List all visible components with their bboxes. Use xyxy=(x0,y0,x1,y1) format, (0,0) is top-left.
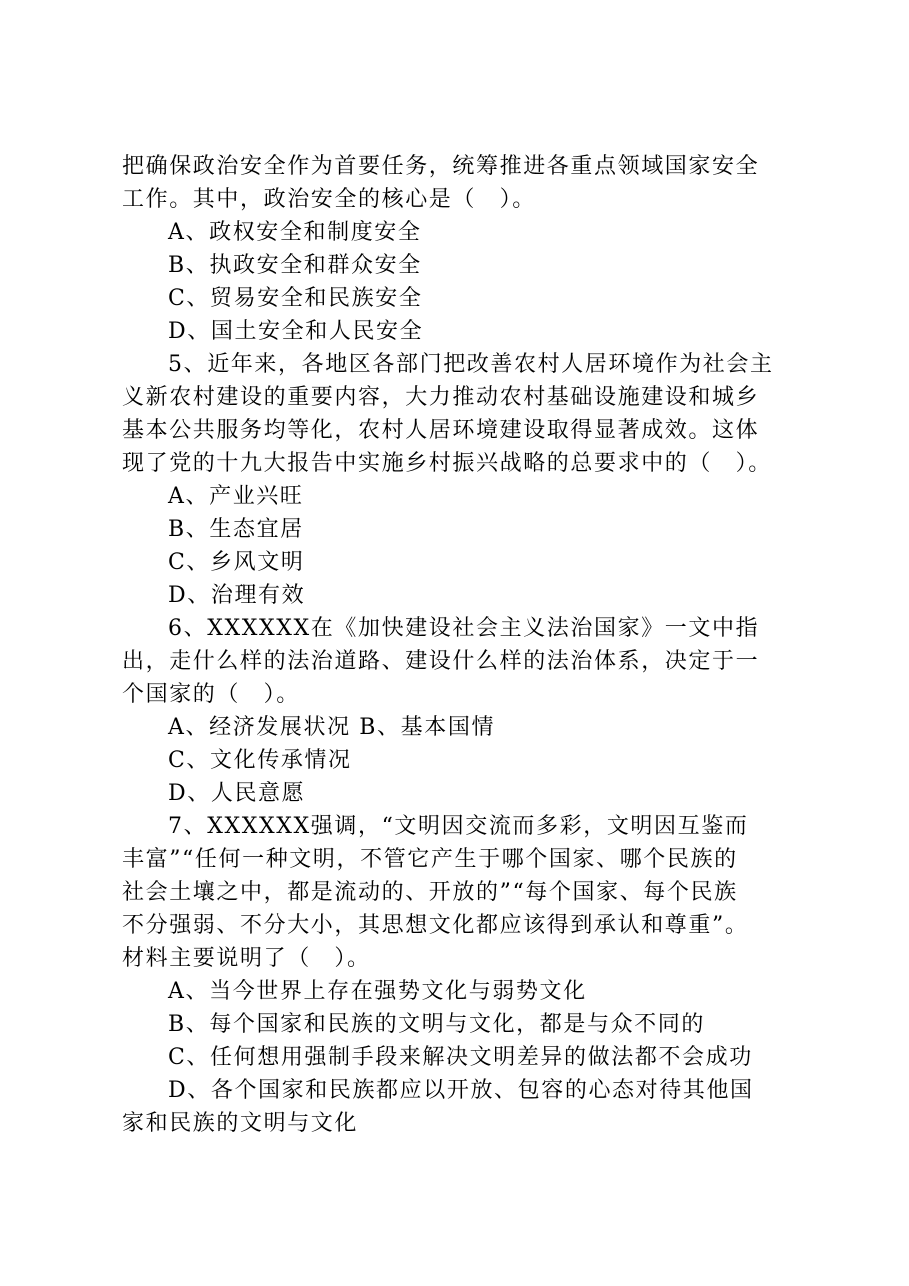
question-text-block xyxy=(122,150,802,1140)
q4-opt-d: D、国土安全和人民安全 xyxy=(168,319,424,344)
q6-opt-ab: A、经济发展状况 B、基本国情 xyxy=(168,715,496,740)
q7-stem-l1: 7、XXXXXX强调，“文明因交流而多彩，文明因互鉴而 xyxy=(168,814,749,839)
q5-opt-c: C、乡风文明 xyxy=(168,550,305,575)
q7-stem-l3: 社会土壤之中，都是流动的、开放的”“每个国家、每个民族 xyxy=(122,880,738,905)
q7-opt-a: A、当今世界上存在强势文化与弱势文化 xyxy=(168,979,587,1004)
q4-opt-a: A、政权安全和制度安全 xyxy=(168,220,422,245)
q6-stem-l1: 6、XXXXXX在《加快建设社会主义法治国家》一文中指 xyxy=(168,616,760,641)
q6-stem-l3: 个国家的（ ）。 xyxy=(122,682,300,707)
q5-opt-b: B、生态宜居 xyxy=(168,517,304,542)
q4-stem-l1: 把确保政治安全作为首要任务，统筹推进各重点领域国家安全 xyxy=(122,154,760,179)
q6-opt-c: C、文化传承情况 xyxy=(168,748,352,773)
q7-stem-l2: 丰富”“任何一种文明，不管它产生于哪个国家、哪个民族的 xyxy=(122,847,738,872)
q7-opt-b: B、每个国家和民族的文明与文化，都是与众不同的 xyxy=(168,1012,705,1037)
q4-opt-c: C、贸易安全和民族安全 xyxy=(168,286,423,311)
q5-opt-a: A、产业兴旺 xyxy=(168,484,304,509)
q7-stem-l5: 材料主要说明了（ ）。 xyxy=(122,946,371,971)
q5-stem-l1: 5、近年来，各地区各部门把改善农村人居环境作为社会主 xyxy=(168,352,774,377)
q4-opt-b: B、执政安全和群众安全 xyxy=(168,253,422,278)
q7-opt-c: C、任何想用强制手段来解决文明差异的做法都不会成功 xyxy=(168,1045,753,1070)
q7-stem-l4: 不分强弱、不分大小，其思想文化都应该得到承认和尊重”。 xyxy=(122,913,749,938)
q7-opt-d-l1: D、各个国家和民族都应以开放、包容的心态对待其他国 xyxy=(168,1078,754,1103)
q6-stem-l2: 出，走什么样的法治道路、建设什么样的法治体系，决定于一 xyxy=(122,649,760,674)
q5-opt-d: D、治理有效 xyxy=(168,583,306,608)
q5-stem-l3: 基本公共服务均等化，农村人居环境建设取得显著成效。这体 xyxy=(122,418,760,443)
q6-opt-d: D、人民意愿 xyxy=(168,781,306,806)
q7-opt-d-l2: 家和民族的文明与文化 xyxy=(122,1111,359,1136)
q5-stem-l4: 现了党的十九大报告中实施乡村振兴战略的总要求中的（ ）。 xyxy=(122,451,772,476)
q5-stem-l2: 义新农村建设的重要内容，大力推动农村基础设施建设和城乡 xyxy=(122,385,760,410)
q4-stem-l2: 工作。其中，政治安全的核心是（ ）。 xyxy=(122,187,536,212)
